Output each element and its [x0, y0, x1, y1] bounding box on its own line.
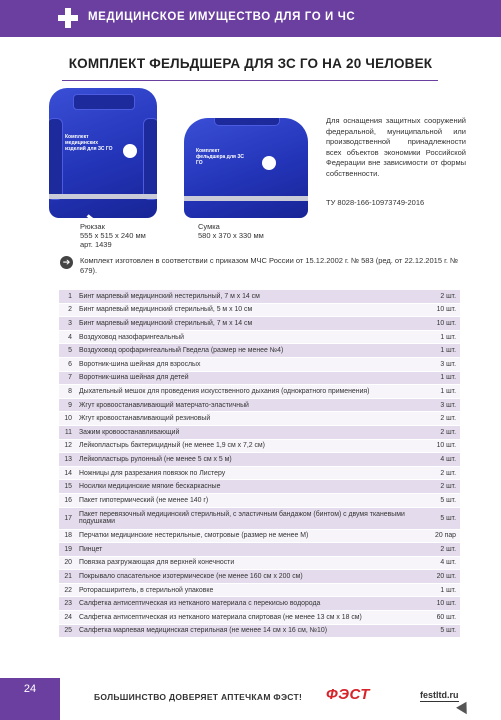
item-name: Дыхательный мешок для проведения искусственного дыхания (однократного применения) [76, 385, 419, 399]
table-row [59, 570, 460, 584]
item-quantity: 2 шт. [419, 412, 460, 426]
item-quantity: 1 шт. [419, 330, 460, 344]
item-quantity: 2 шт. [419, 466, 460, 480]
item-number: 12 [59, 439, 76, 453]
table-row [59, 529, 460, 543]
backpack-dimensions: 555 х 515 х 240 мм [80, 231, 146, 240]
item-quantity: 1 шт. [419, 344, 460, 358]
item-number: 25 [59, 624, 76, 638]
footer-slogan: БОЛЬШИНСТВО ДОВЕРЯЕТ АПТЕЧКАМ ФЭСТ! [94, 692, 303, 702]
page-number: 24 [0, 678, 60, 720]
item-name: Повязка разгружающая для верхней конечности [76, 556, 419, 570]
item-name: Покрывало спасательное изотермическое (не менее 160 см х 200 см) [76, 570, 419, 584]
page-title: КОМПЛЕКТ ФЕЛЬДШЕРА ДЛЯ ЗС ГО НА 20 ЧЕЛОВЕК [68, 56, 433, 71]
item-name: Бинт марлевый медицинский нестерильный, 7 м х 14 см [76, 290, 419, 303]
backpack-article: арт. 1439 [80, 240, 112, 249]
page-footer [0, 678, 501, 720]
backpack-name: Рюкзак [80, 222, 105, 231]
item-quantity: 10 шт. [419, 303, 460, 317]
item-quantity: 1 шт. [419, 371, 460, 385]
item-name: Ножницы для разрезания повязок по Листеру [76, 466, 419, 480]
item-name: Пинцет [76, 543, 419, 557]
item-name: Бинт марлевый медицинский стерильный, 7 м х 14 см [76, 317, 419, 331]
table-row [59, 453, 460, 467]
backpack-caption [80, 222, 146, 249]
table-row [59, 385, 460, 399]
item-quantity: 20 пар [419, 529, 460, 543]
backpack-print-text: Комплект медицинских изделий для ЗС ГО [65, 134, 113, 152]
item-quantity: 20 шт. [419, 570, 460, 584]
table-row [59, 412, 460, 426]
item-name: Бинт марлевый медицинский стерильный, 5 м х 10 см [76, 303, 419, 317]
bag-name: Сумка [198, 222, 220, 231]
item-name: Жгут кровоостанавливающий матерчато-эластичный [76, 398, 419, 412]
item-number: 19 [59, 543, 76, 557]
item-name: Перчатки медицинские нестерильные, смотровые (размер не менее М) [76, 529, 419, 543]
pointer-cursor-icon [456, 702, 472, 718]
technical-spec-number: ТУ 8028-166-10973749-2016 [326, 198, 425, 207]
item-number: 20 [59, 556, 76, 570]
table-row [59, 398, 460, 412]
item-quantity: 10 шт. [419, 597, 460, 611]
table-row [59, 344, 460, 358]
item-quantity: 2 шт. [419, 290, 460, 303]
item-name: Пакет гипотермический (не менее 140 г) [76, 493, 419, 507]
item-name: Роторасширитель, в стерильной упаковке [76, 583, 419, 597]
item-quantity: 2 шт. [419, 425, 460, 439]
brand-logo: ФЭСТ [326, 686, 370, 703]
duffel-bag-image [184, 118, 308, 218]
section-title: МЕДИЦИНСКОЕ ИМУЩЕСТВО ДЛЯ ГО И ЧС [88, 11, 356, 23]
item-number: 1 [59, 290, 76, 303]
item-quantity: 3 шт. [419, 357, 460, 371]
section-header-bar [0, 0, 501, 37]
item-number: 4 [59, 330, 76, 344]
item-quantity: 5 шт. [419, 624, 460, 638]
item-name: Воздуховод назофарингеальный [76, 330, 419, 344]
table-row [59, 466, 460, 480]
item-quantity: 10 шт. [419, 317, 460, 331]
item-number: 3 [59, 317, 76, 331]
table-row [59, 439, 460, 453]
table-row [59, 597, 460, 611]
medical-cross-icon [58, 8, 78, 28]
duffel-bag-print-text: Комплект фельдшера для ЗС ГО [196, 148, 244, 166]
item-number: 5 [59, 344, 76, 358]
item-quantity: 2 шт. [419, 480, 460, 494]
item-number: 7 [59, 371, 76, 385]
item-quantity: 2 шт. [419, 543, 460, 557]
item-name: Салфетка антисептическая из нетканого материала спиртовая (не менее 13 см х 18 см) [76, 611, 419, 625]
item-name: Салфетка марлевая медицинская стерильная (не менее 14 см х 16 см, №10) [76, 624, 419, 638]
item-name: Лейкопластырь рулонный (не менее 5 см х 5 м) [76, 453, 419, 467]
table-row [59, 425, 460, 439]
bag-dimensions: 580 х 370 х 330 мм [198, 231, 264, 240]
website-link[interactable]: festltd.ru [420, 690, 459, 700]
item-number: 18 [59, 529, 76, 543]
item-quantity: 10 шт. [419, 439, 460, 453]
item-quantity: 5 шт. [419, 507, 460, 529]
item-quantity: 4 шт. [419, 556, 460, 570]
item-quantity: 3 шт. [419, 398, 460, 412]
table-row [59, 507, 460, 529]
kit-description: Для оснащения защитных сооружений федеральной, муниципальной или производственной принадлежности всех объектов экономики Российской Федерации вне зависимости от формы собственности. [326, 116, 466, 178]
item-number: 15 [59, 480, 76, 494]
item-name: Зажим кровоостанавливающий [76, 425, 419, 439]
table-row [59, 317, 460, 331]
item-number: 22 [59, 583, 76, 597]
table-row [59, 290, 460, 303]
item-number: 21 [59, 570, 76, 584]
item-quantity: 1 шт. [419, 385, 460, 399]
bag-caption [198, 222, 264, 240]
table-row [59, 556, 460, 570]
item-name: Воротник-шина шейная для детей [76, 371, 419, 385]
item-quantity: 1 шт. [419, 583, 460, 597]
table-row [59, 611, 460, 625]
table-row [59, 624, 460, 638]
item-name: Воротник-шина шейная для взрослых [76, 357, 419, 371]
item-number: 13 [59, 453, 76, 467]
item-number: 23 [59, 597, 76, 611]
item-name: Лейкопластырь бактерицидный (не менее 1,9 см х 7,2 см) [76, 439, 419, 453]
table-row [59, 480, 460, 494]
item-number: 11 [59, 425, 76, 439]
item-number: 9 [59, 398, 76, 412]
item-name: Носилки медицинские мягкие бескаркасные [76, 480, 419, 494]
item-number: 14 [59, 466, 76, 480]
arrow-right-icon: ➔ [60, 256, 73, 269]
table-row [59, 493, 460, 507]
item-quantity: 4 шт. [419, 453, 460, 467]
item-number: 6 [59, 357, 76, 371]
item-quantity: 5 шт. [419, 493, 460, 507]
title-divider [62, 80, 438, 81]
item-name: Салфетка антисептическая из нетканого материала с перекисью водорода [76, 597, 419, 611]
item-number: 2 [59, 303, 76, 317]
backpack-image [49, 88, 157, 218]
item-name: Жгут кровоостанавливающий резиновый [76, 412, 419, 426]
item-number: 10 [59, 412, 76, 426]
regulation-note-text: Комплект изготовлен в соответствии с приказом МЧС России от 15.12.2002 г. № 583 (ред. от 22.12.2015 г. № 679). [80, 256, 459, 275]
item-number: 24 [59, 611, 76, 625]
table-row [59, 543, 460, 557]
item-name: Воздуховод орофарингеальный Гведела (размер не менее №4) [76, 344, 419, 358]
table-row [59, 330, 460, 344]
item-quantity: 60 шт. [419, 611, 460, 625]
table-row [59, 371, 460, 385]
item-number: 16 [59, 493, 76, 507]
table-row [59, 303, 460, 317]
table-row [59, 357, 460, 371]
item-name: Пакет перевязочный медицинский стерильный, с эластичным бандажом (бинтом) с двумя тканевыми подушками [76, 507, 419, 529]
kit-contents-table [59, 290, 460, 638]
table-row [59, 583, 460, 597]
item-number: 17 [59, 507, 76, 529]
item-number: 8 [59, 385, 76, 399]
